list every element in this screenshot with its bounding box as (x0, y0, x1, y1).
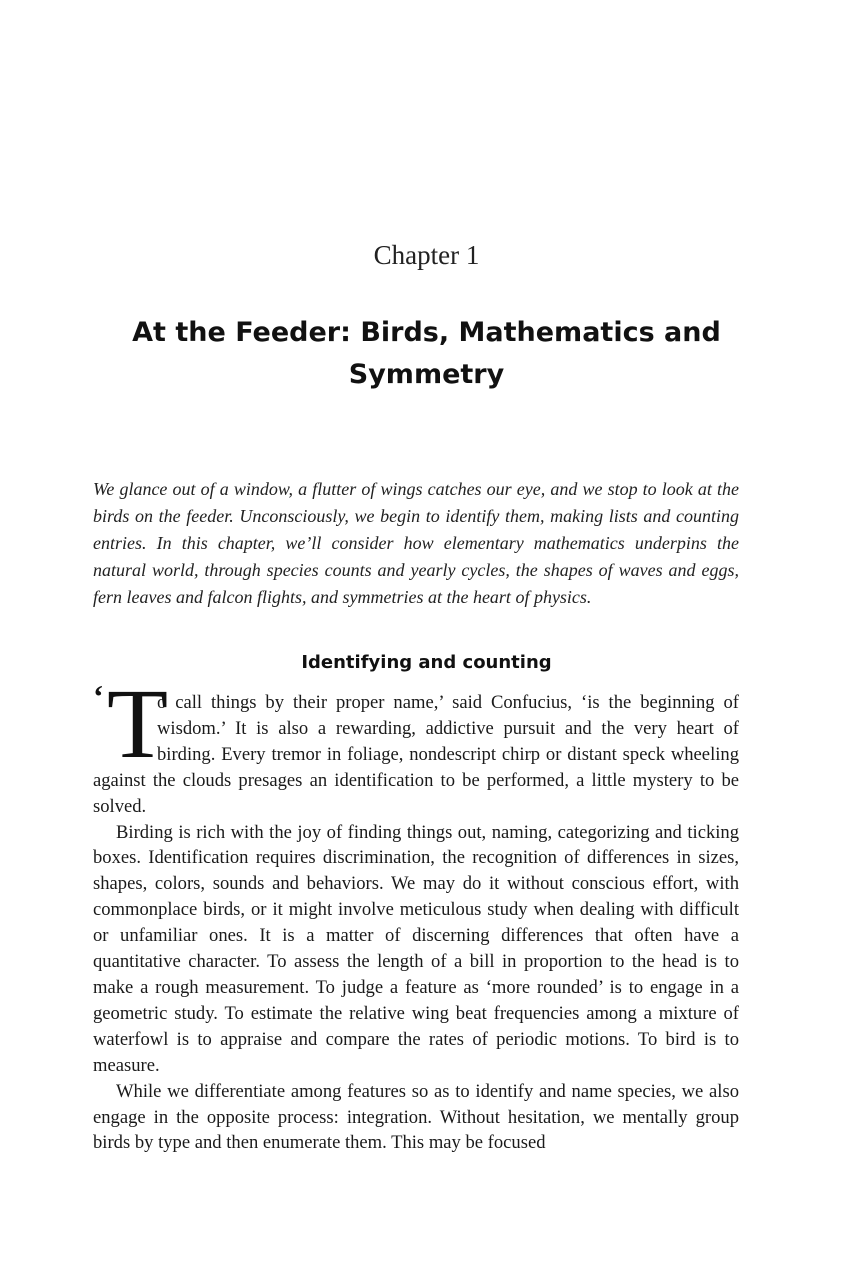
section-heading: Identifying and counting (301, 652, 552, 673)
chapter-epigraph: We glance out of a window, a flutter of wings catches our eye, and we stop to look at the birds on the feeder. Unconsciously, we begin to identify them, making lists and counting entries. In this chapter, we’ll consider how elementary mathematics underpins the natural world, through species counts and yearly cycles, the shapes of waves and eggs, fern leaves and falcon flights, and symmetries at the heart of physics. (93, 479, 739, 607)
chapter-label: Chapter 1 (373, 240, 480, 270)
paragraph-3: While we differentiate among features so as to identify and name species, we also engage in the opposite process: integration. Without hesitation, we mentally group birds by type and then enumerate them. This may be focused (93, 1080, 739, 1154)
paragraph-2: Birding is rich with the joy of finding things out, naming, categorizing and ticking boxes. Identification requires discrimination, the recognition of differences in sizes, shapes, colors, sounds and behaviors. We may do it without conscious effort, with commonplace birds, or it might involve meticulous study when dealing with difficult or unfamiliar ones. It is a matter of discerning differences that often have a quantitative character. To assess the length of a bill in proportion to the head is to make a rough measurement. To judge a feature as ‘more rounded’ is to engage in a geometric study. To estimate the relative wing beat frequencies among a mixture of waterfowl is to appraise and compare the rates of periodic motions. To bird is to measure. (93, 821, 739, 1076)
drop-cap (93, 668, 169, 779)
drop-cap-letter: T (107, 668, 169, 779)
chapter-title: At the Feeder: Birds, Mathematics and Symmetry (132, 317, 721, 390)
body-text (93, 668, 739, 1156)
paragraph-1 (93, 668, 739, 820)
paragraph-1-text: o call things by their proper name,’ said Confucius, ‘is the beginning of wisdom.’ It is also a rewarding, addictive pursuit and the very heart of birding. Every tremor in foliage, nondescript chirp or distant speck wheeling against the clouds presages an identification to be performed, a little mystery to be solved. (93, 692, 739, 817)
drop-cap-quote: ‘ (93, 678, 104, 714)
